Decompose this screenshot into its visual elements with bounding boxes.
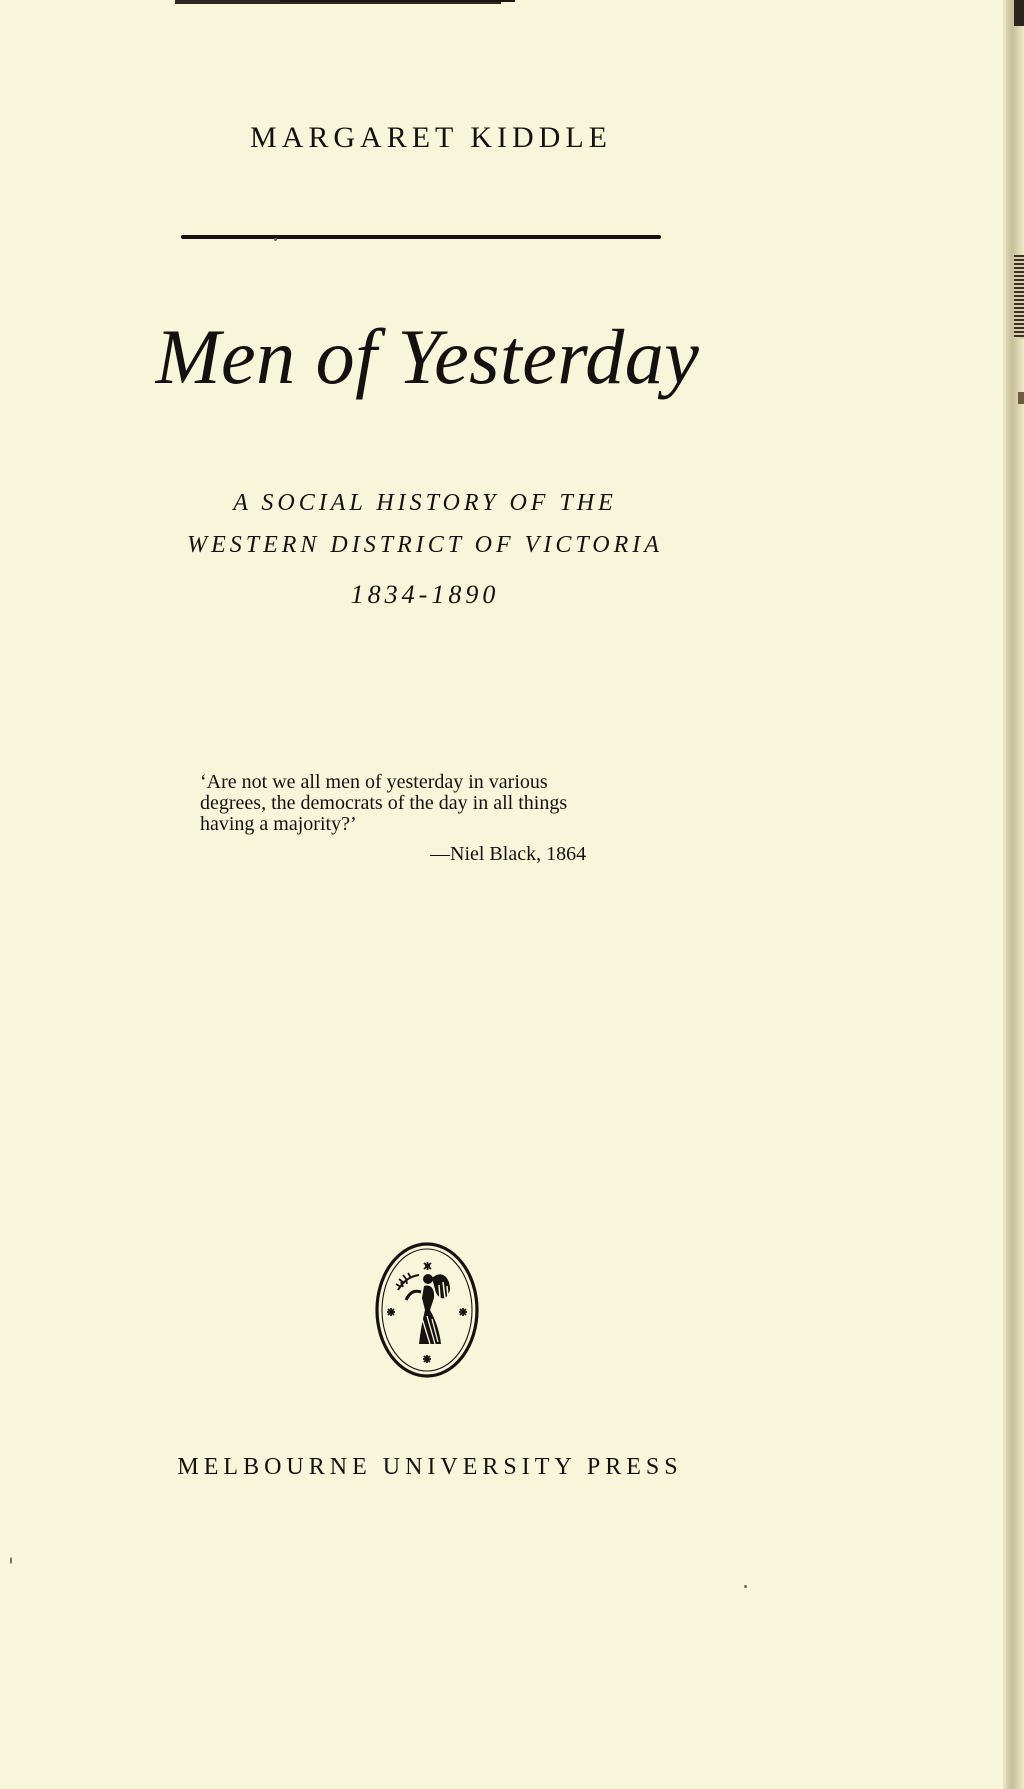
book-title: Men of Yesterday (155, 313, 700, 400)
edge-shadow-low (1018, 392, 1024, 404)
epigraph-line-2: degrees, the democrats of the day in all things (200, 792, 568, 814)
epigraph-line-1: ‘Are not we all men of yesterday in various (200, 771, 548, 793)
edge-shadow-top (1014, 0, 1024, 26)
top-edge-shadow-inner (280, 0, 515, 2)
epigraph (200, 772, 662, 835)
author-name: MARGARET KIDDLE (250, 121, 612, 154)
date-range: 1834-1890 (350, 580, 500, 609)
epigraph-line-3: having a majority?’ (200, 813, 357, 835)
subtitle-line-1: A SOCIAL HISTORY OF THE (233, 490, 617, 516)
ink-speck (744, 1585, 747, 1588)
epigraph-attribution: —Niel Black, 1864 (430, 843, 587, 865)
edge-shadow-middle (1014, 255, 1024, 339)
publisher-name: MELBOURNE UNIVERSITY PRESS (177, 1454, 683, 1480)
subtitle-line-2: WESTERN DISTRICT OF VICTORIA (187, 532, 663, 558)
winged-figure-emblem-icon (373, 1240, 481, 1380)
ink-speck (10, 1557, 12, 1564)
title-rule (181, 235, 661, 239)
ink-speck (274, 238, 277, 241)
